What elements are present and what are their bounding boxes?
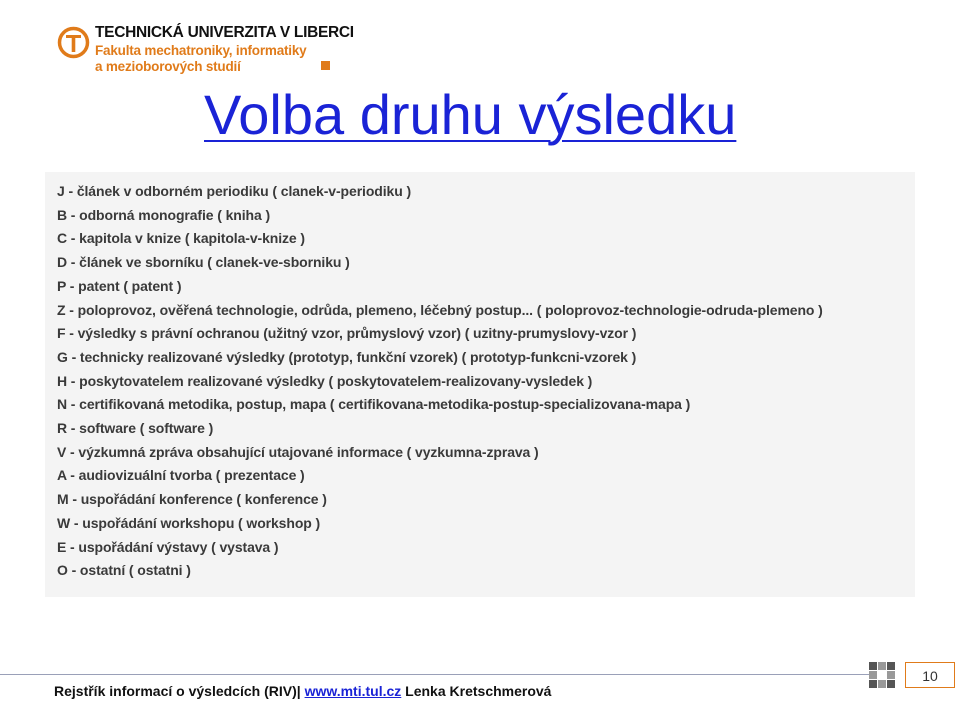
logo-university-name: TECHNICKÁ UNIVERZITA V LIBERCI: [95, 24, 354, 41]
university-emblem-icon: [57, 26, 90, 59]
list-item: N - certifikovaná metodika, postup, mapa ( certifikovana-metodika-postup-specializovana-mapa ): [57, 396, 691, 413]
footer-title: Rejstřík informací o výsledcích (RIV): [54, 683, 297, 699]
logo-faculty-name: Fakulta mechatroniky, informatiky: [95, 43, 307, 58]
list-item: V - výzkumná zpráva obsahující utajované informace ( vyzkumna-zprava ): [57, 443, 539, 460]
list-item: F - výsledky s právní ochranou (užitný vzor, průmyslový vzor) ( uzitny-prumyslovy-vzor ): [57, 325, 637, 342]
footer-author: Lenka Kretschmerová: [405, 683, 552, 699]
list-item: A - audiovizuální tvorba ( prezentace ): [57, 467, 305, 484]
footer-divider: [0, 674, 870, 675]
logo-faculty-name-cont: a mezioborových studií: [95, 59, 241, 74]
faculty-pixel-logo-icon: [869, 662, 896, 689]
page-number: 10: [905, 662, 955, 688]
footer-separator: |: [296, 683, 301, 699]
list-item: W - uspořádání workshopu ( workshop ): [57, 514, 321, 531]
list-item: J - článek v odborném periodiku ( clanek-v-periodiku ): [57, 183, 412, 199]
list-item: P - patent ( patent ): [57, 277, 182, 294]
result-types-panel: [45, 172, 915, 597]
list-item: D - článek ve sborníku ( clanek-ve-sborniku ): [57, 254, 350, 271]
logo-accent-square: [321, 61, 330, 70]
university-logo: [55, 24, 354, 74]
footer: [54, 683, 551, 699]
list-item: R - software ( software ): [57, 420, 214, 437]
footer-link[interactable]: www.mti.tul.cz: [304, 683, 402, 699]
slide-title: Volba druhu výsledku: [204, 83, 737, 146]
list-item: C - kapitola v knize ( kapitola-v-knize ): [57, 230, 305, 247]
list-item: H - poskytovatelem realizované výsledky ( poskytovatelem-realizovany-vysledek ): [57, 372, 593, 389]
list-item: G - technicky realizované výsledky (prototyp, funkční vzorek) ( prototyp-funkcni-vzorek ): [57, 348, 637, 365]
list-item: M - uspořádání konference ( konference ): [57, 491, 327, 508]
list-item: Z - poloprovoz, ověřená technologie, odrůda, plemeno, léčebný postup... ( poloprovoz-technologie-odruda-plemeno ): [57, 301, 823, 318]
result-types-list: [57, 180, 823, 583]
list-item: O - ostatní ( ostatni ): [57, 562, 191, 579]
list-item: B - odborná monografie ( kniha ): [57, 206, 271, 223]
list-item: E - uspořádání výstavy ( vystava ): [57, 538, 279, 555]
